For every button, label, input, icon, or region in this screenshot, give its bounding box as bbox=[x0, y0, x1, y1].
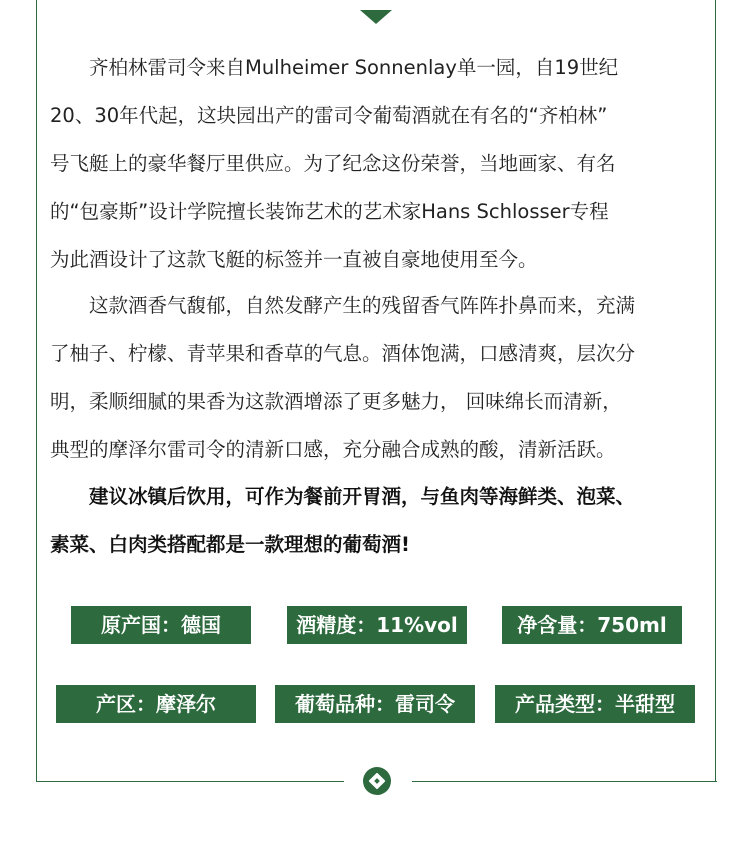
paragraph-line: 为此酒设计了这款飞艇的标签并一直被自豪地使用至今。 bbox=[50, 248, 538, 271]
spec-badge-region: 产区：摩泽尔 bbox=[56, 685, 256, 723]
bottom-divider-left bbox=[36, 781, 344, 782]
description-paragraph-2 bbox=[50, 282, 710, 474]
triangle-down-icon bbox=[360, 10, 392, 24]
diamond-icon bbox=[363, 767, 391, 795]
bottom-divider-right bbox=[412, 781, 717, 782]
paragraph-line: 20、30年代起，这块园出产的雷司令葡萄酒就在有名的“齐柏林” bbox=[50, 104, 608, 127]
paragraph-line: 素菜、白肉类搭配都是一款理想的葡萄酒! bbox=[50, 533, 410, 556]
paragraph-line: 齐柏林雷司令来自Mulheimer Sonnenlay单一园，自19世纪 bbox=[50, 56, 619, 79]
spec-badge-grape: 葡萄品种：雷司令 bbox=[275, 685, 475, 723]
spec-badge-type: 产品类型：半甜型 bbox=[495, 685, 695, 723]
description-paragraph-1 bbox=[50, 44, 710, 284]
serving-suggestion-paragraph bbox=[50, 473, 710, 569]
paragraph-line: 了柚子、柠檬、青苹果和香草的气息。酒体饱满，口感清爽，层次分 bbox=[50, 342, 636, 365]
spec-badge-volume: 净含量：750ml bbox=[502, 606, 682, 644]
paragraph-line: 这款酒香气馥郁，自然发酵产生的残留香气阵阵扑鼻而来，充满 bbox=[50, 294, 636, 317]
paragraph-line: 明，柔顺细腻的果香为这款酒增添了更多魅力， 回味绵长而清新， bbox=[50, 390, 622, 413]
paragraph-line: 的“包豪斯”设计学院擅长装饰艺术的艺术家Hans Schlosser专程 bbox=[50, 200, 609, 223]
spec-badge-origin: 原产国：德国 bbox=[71, 606, 251, 644]
paragraph-line: 建议冰镇后饮用，可作为餐前开胃酒，与鱼肉等海鲜类、泡菜、 bbox=[50, 485, 636, 508]
paragraph-line: 号飞艇上的豪华餐厅里供应。为了纪念这份荣誉，当地画家、有名 bbox=[50, 152, 616, 175]
paragraph-line: 典型的摩泽尔雷司令的清新口感，充分融合成熟的酸，清新活跃。 bbox=[50, 438, 616, 461]
spec-badge-alcohol: 酒精度：11%vol bbox=[287, 606, 467, 644]
